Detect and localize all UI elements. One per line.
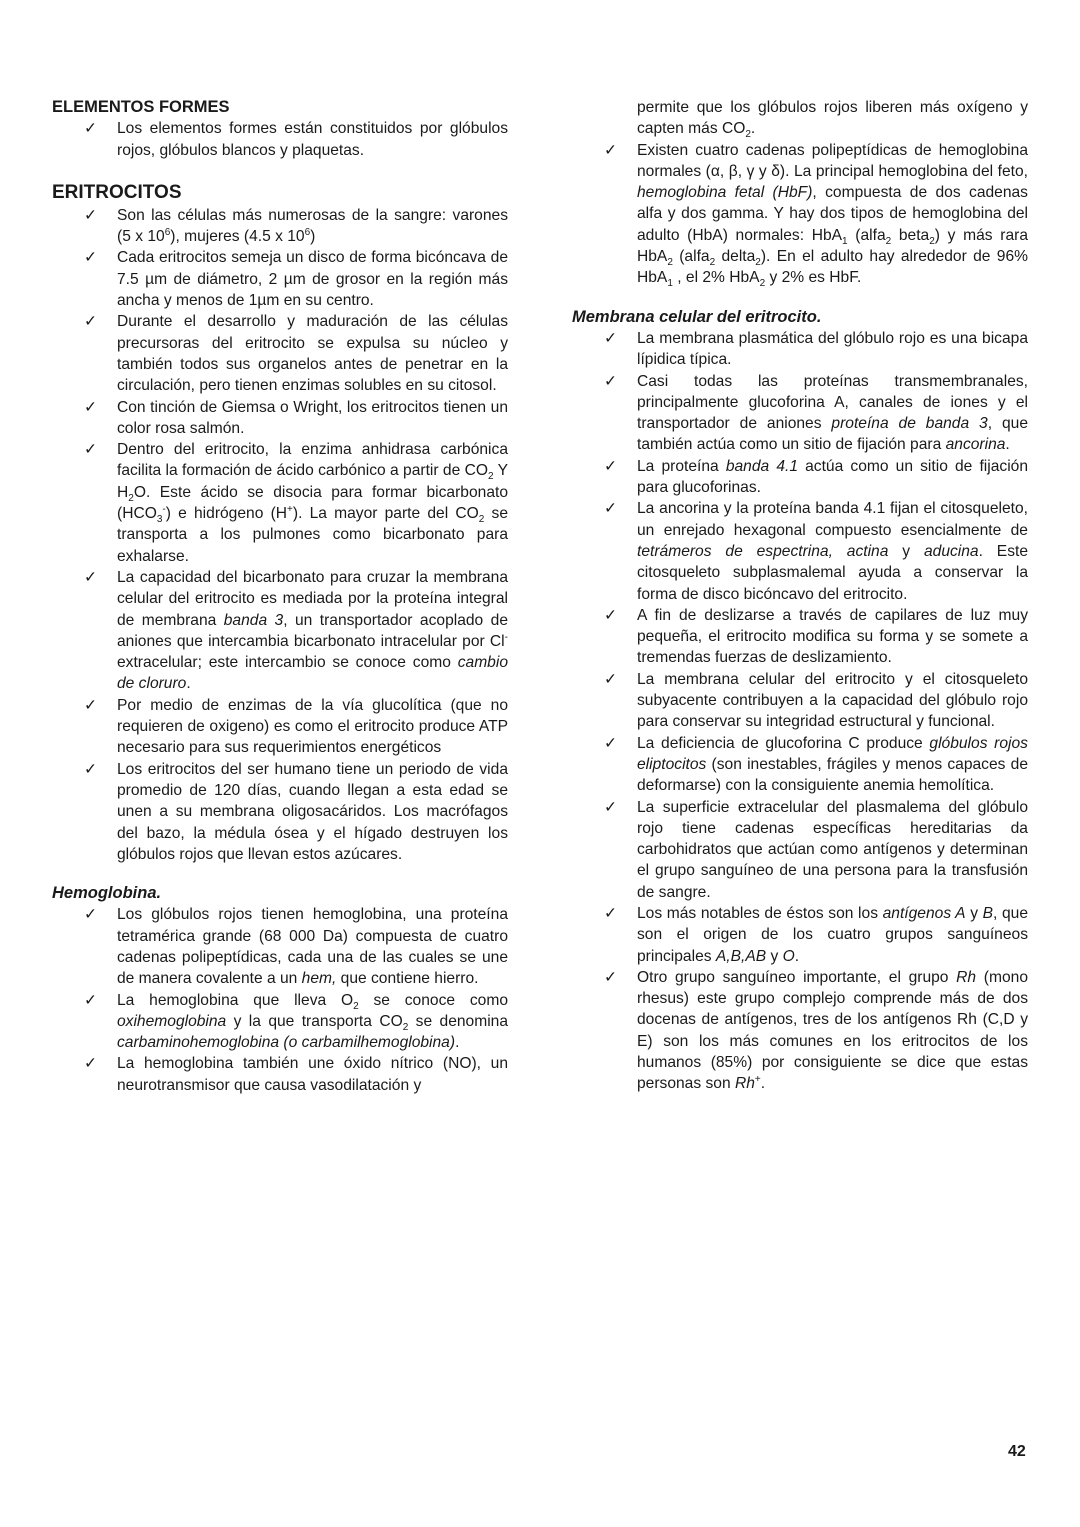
italic-term: hem,	[301, 970, 337, 988]
italic-term: proteína de banda 3	[831, 415, 988, 433]
text-run: actúa como un sitio de fijación para glucoforinas.	[637, 457, 1029, 497]
text-run: 6	[164, 227, 171, 238]
text-run: O. Este ácido se disocia para formar bicarbonato (HCO	[117, 483, 508, 523]
italic-term: tetrámeros de espectrina, actina	[637, 542, 889, 560]
text-run: 2	[885, 235, 892, 247]
text-run: extracelular; este intercambio se conoce como	[117, 654, 458, 672]
page-number: 42	[1008, 1443, 1026, 1460]
text-run: 2	[755, 257, 761, 269]
text-run: Cada eritrocitos semeja un disco de forma bicóncava de 7.5 µm de diámetro, 2 µm de grosor en la región más ancha y menos de 1µm en su centro.	[117, 249, 508, 310]
checkmark-icon: ✓	[604, 500, 618, 518]
text-run: , compuesta de dos cadenas alfa y dos gamma. Y hay dos tipos de hemoglobina del adulto (HbA) normales: HbA	[637, 184, 1028, 244]
bullet-item	[572, 140, 1028, 289]
bullet-item	[572, 456, 1028, 499]
subsection-heading	[52, 883, 508, 904]
checkmark-icon: ✓	[84, 991, 98, 1009]
text-run: 2	[402, 1021, 409, 1033]
bullet-item	[572, 967, 1028, 1095]
text-run: +	[754, 1074, 761, 1086]
text-run: 2	[667, 257, 673, 269]
text-run: Los eritrocitos del ser humano tiene un periodo de vida promedio de 120 días, cuando llegan a esta edad se unen a su membrana oligosacáridos. Los macrófagos del bazo, la médula ósea y el hígado destruyen los glóbulos rojos que llevan estos azúcares.	[117, 760, 508, 863]
text-run: A fin de deslizarse a través de capilares de luz muy pequeña, el eritrocito modifica su forma y se somete a tremendas fuerzas de deslizamiento.	[637, 606, 1028, 667]
bullet-item	[52, 439, 508, 567]
text-run: 1	[667, 278, 673, 290]
checkmark-icon: ✓	[84, 398, 98, 416]
bullet-item	[572, 328, 1028, 371]
text-run: ), mujeres (4.5 x 10	[170, 228, 305, 246]
text-run: Los más notables de éstos son los	[637, 904, 883, 922]
text-run: Los elementos formes están constituidos por glóbulos rojos, glóbulos blancos y plaquetas.	[117, 120, 508, 159]
text-run: ). La mayor parte del CO	[292, 505, 479, 523]
checkmark-icon: ✓	[84, 906, 98, 924]
text-run: (mono rhesus) este grupo complejo comprende más de dos docenas de antígenos, tres de los antígenos Rh (C,D y E) son los más comunes en los eritrocitos de los humanos (85%) por consiguiente se dice que estas personas son	[637, 968, 1028, 1093]
section-heading	[52, 97, 508, 118]
bullet-item	[52, 1053, 508, 1096]
bullet-item	[572, 797, 1028, 903]
text-run: . Este citosqueleto subplasmalemal ayuda a conservar la forma de disco bicóncavo del eritrocito.	[637, 542, 1029, 603]
text-run: se conoce como	[358, 991, 508, 1009]
italic-term: oxihemoglobina	[117, 1012, 227, 1030]
bullet-item	[52, 311, 508, 396]
italic-term: O	[782, 947, 795, 965]
text-run: y	[766, 947, 783, 965]
continued-paragraph	[572, 97, 1028, 140]
checkmark-icon: ✓	[604, 141, 618, 159]
bullet-item	[52, 695, 508, 759]
text-run: 2	[487, 471, 494, 483]
text-run: .	[455, 1034, 460, 1052]
bullet-item	[572, 371, 1028, 456]
text-run: beta	[891, 226, 930, 244]
italic-term: Rh	[734, 1075, 755, 1093]
bullet-item	[52, 904, 508, 989]
text-run: Otro grupo sanguíneo importante, el grupo	[637, 968, 957, 986]
bullet-item	[52, 247, 508, 311]
text-run: 2	[709, 257, 716, 269]
subsection-heading	[572, 307, 1028, 328]
text-run: Membrana celular del eritrocito.	[572, 307, 822, 326]
text-run: Dentro del eritrocito, la enzima anhidrasa carbónica facilita la formación de ácido carbónico a partir de CO	[117, 441, 508, 480]
italic-term: carbaminohemoglobina (o carbamilhemoglobina)	[117, 1034, 456, 1052]
italic-term: Rh	[956, 968, 977, 986]
text-run: , que son el origen de los cuatro grupos sanguíneos principales	[637, 904, 1029, 965]
text-run: y	[965, 904, 983, 922]
checkmark-icon: ✓	[604, 670, 618, 688]
text-run: La proteína	[637, 457, 726, 475]
checkmark-icon: ✓	[604, 798, 618, 816]
text-run: ) y más rara HbA	[637, 226, 1028, 266]
bullet-item	[572, 669, 1028, 733]
text-run: y	[888, 542, 924, 560]
text-run: Con tinción de Giemsa o Wright, los eritrocitos tienen un color rosa salmón.	[117, 398, 508, 437]
text-run: Y H	[117, 462, 509, 501]
text-run: )	[310, 228, 316, 246]
text-run: , un transportador acoplado de aniones que intercambia bicarbonato intracelular por Cl	[117, 611, 508, 650]
italic-term: banda 4.1	[725, 457, 798, 475]
bullet-item	[52, 990, 508, 1054]
text-run: .	[760, 1075, 766, 1093]
text-run: se denomina	[408, 1012, 509, 1030]
text-run: .	[750, 120, 756, 138]
checkmark-icon: ✓	[84, 120, 98, 138]
text-run: La capacidad del bicarbonato para cruzar la membrana celular del eritrocito es mediada por la proteína integral de membrana	[117, 568, 508, 629]
text-run: 2	[759, 278, 766, 290]
bullet-item	[52, 205, 508, 248]
text-run: permite que los glóbulos rojos liberen más oxígeno y capten más CO	[637, 99, 1028, 138]
text-run: .	[794, 947, 800, 965]
checkmark-icon: ✓	[84, 1055, 98, 1073]
bullet-item	[572, 605, 1028, 669]
text-run: La membrana plasmática del glóbulo rojo es una bicapa lípidica típica.	[637, 329, 1028, 369]
bullet-item	[52, 118, 508, 161]
text-run: Durante el desarrollo y maduración de las células precursoras del eritrocito se expulsa su núcleo y también todos sus organelos antes de penetrar en la circulación, pero tienen enzimas solubles en su citosol.	[117, 313, 508, 395]
bullet-item	[572, 903, 1028, 967]
text-run: -	[504, 631, 508, 643]
text-run: ELEMENTOS FORMES	[52, 98, 230, 116]
italic-term: cambio de cloruro	[117, 654, 508, 693]
text-run: que contiene hierro.	[336, 970, 479, 988]
italic-term: antígenos A	[882, 904, 966, 922]
bullet-item	[572, 498, 1028, 604]
text-run: La membrana celular del eritrocito y el citosqueleto subyacente contribuyen a la capacidad del glóbulo rojo para conservar su integridad estructural y funcional.	[637, 670, 1028, 731]
text-run: 6	[304, 227, 311, 238]
italic-term: hemoglobina fetal (HbF)	[637, 184, 813, 202]
text-run: (alfa	[672, 248, 710, 266]
text-run: , el 2% HbA	[672, 269, 760, 287]
bullet-item	[52, 397, 508, 440]
text-run: La hemoglobina también une óxido nítrico (NO), un neurotransmisor que causa vasodilatación y	[117, 1055, 508, 1094]
checkmark-icon: ✓	[604, 968, 618, 986]
text-run: Existen cuatro cadenas polipeptídicas de hemoglobina normales (α, β, γ y δ). La principal hemoglobina del feto,	[637, 141, 1028, 180]
text-run: Hemoglobina.	[52, 884, 162, 903]
text-run: .	[1005, 436, 1010, 454]
checkmark-icon: ✓	[84, 696, 98, 714]
checkmark-icon: ✓	[84, 568, 98, 586]
text-run: 3	[156, 514, 163, 526]
text-run: Son las células más numerosas de la sangre: varones (5 x 10	[117, 206, 508, 246]
checkmark-icon: ✓	[604, 734, 618, 752]
checkmark-icon: ✓	[604, 606, 618, 624]
text-run: La deficiencia de glucoforina C produce	[637, 734, 930, 752]
italic-term: A,B,AB	[715, 947, 767, 965]
text-run: (alfa	[847, 226, 886, 244]
bullet-item	[52, 759, 508, 865]
text-run: 2	[128, 492, 134, 504]
text-run: Casi todas las proteínas transmembranales, principalmente glucoforina A, canales de iones y el transportador de aniones	[637, 372, 1028, 433]
bullet-item	[52, 567, 508, 695]
checkmark-icon: ✓	[84, 760, 98, 778]
checkmark-icon: ✓	[604, 904, 618, 922]
text-run: 1	[842, 235, 848, 247]
text-run: (son inestables, frágiles y menos capaces de deformarse) con la consiguiente anemia hemolítica.	[637, 755, 1028, 795]
checkmark-icon: ✓	[84, 249, 98, 267]
italic-term: ancorina	[945, 436, 1006, 454]
text-run: La superficie extracelular del plasmalema del glóbulo rojo tiene cadenas específicas hereditarias da carbohidratos que actúan como antígenos y determinan el grupo sanguíneo de una persona para la transfusión de sangre.	[637, 798, 1028, 901]
text-run: ) e hidrógeno (H	[165, 505, 288, 523]
checkmark-icon: ✓	[604, 457, 618, 475]
checkmark-icon: ✓	[84, 441, 98, 459]
italic-term: banda 3	[223, 611, 284, 629]
text-run: Por medio de enzimas de la vía glucolítica (que no requieren de oxigeno) es como el eritrocito produce ATP necesario para sus requerimientos energéticos	[117, 696, 508, 757]
text-run: y 2% es HbF.	[765, 269, 862, 287]
text-run: -	[162, 503, 166, 515]
text-run: 2	[745, 129, 751, 141]
checkmark-icon: ✓	[604, 372, 618, 390]
text-run: ERITROCITOS	[52, 181, 182, 203]
checkmark-icon: ✓	[84, 313, 98, 331]
left-column	[52, 97, 508, 1096]
right-column	[572, 97, 1028, 1095]
text-run: se transporta a los pulmones como bicarbonato para exhalarse.	[117, 505, 508, 565]
text-run: Los glóbulos rojos tienen hemoglobina, una proteína tetramérica grande (68 000 Da) compuesta de cuatro cadenas polipeptídicas, cada una de las cuales se une de manera covalente a un	[117, 906, 508, 988]
italic-term: aducina	[923, 542, 979, 560]
text-run: 2	[353, 1000, 359, 1012]
text-run: ). En el adulto hay alrededor de 96% HbA	[637, 248, 1028, 287]
bullet-item	[572, 733, 1028, 797]
text-run: y la que transporta CO	[226, 1012, 403, 1030]
text-run: 2	[929, 235, 935, 247]
text-run: , que también actúa como un sitio de fijación para	[637, 415, 1028, 454]
checkmark-icon: ✓	[604, 329, 618, 347]
section-heading	[52, 181, 508, 205]
text-run: La hemoglobina que lleva O	[117, 991, 354, 1009]
italic-term: glóbulos rojos eliptocitos	[637, 734, 1028, 773]
checkmark-icon: ✓	[84, 206, 98, 224]
text-run: 2	[478, 514, 485, 526]
italic-term: B	[982, 904, 994, 922]
text-run: La ancorina y la proteína banda 4.1 fijan el citosqueleto, un enrejado hexagonal compuesto esencialmente de	[637, 500, 1028, 539]
text-run: +	[287, 503, 293, 515]
text-run: delta	[715, 248, 756, 266]
text-run: .	[186, 675, 191, 693]
